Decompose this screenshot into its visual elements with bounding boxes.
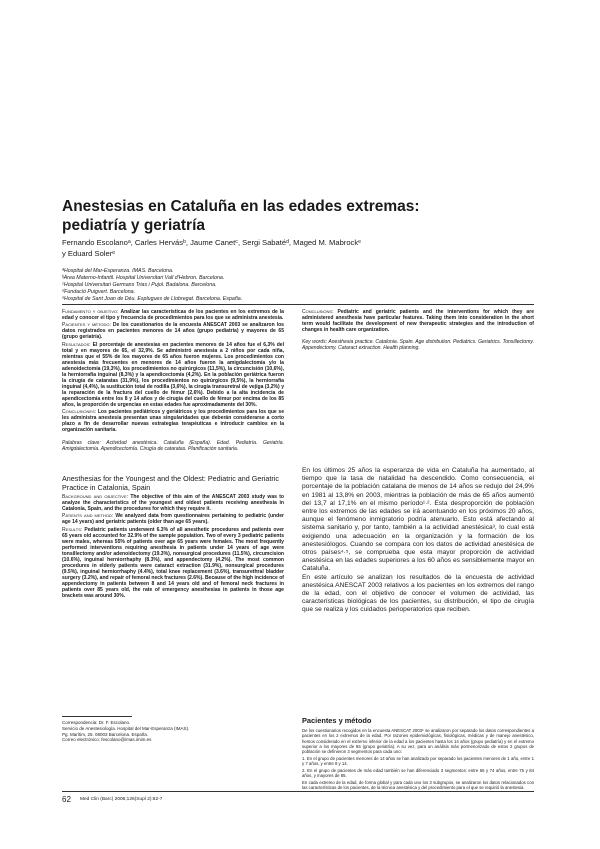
section-heading: Pacientes y método	[302, 716, 372, 725]
text-resultados: El porcentaje de anestesias en pacientes menores de 14 años fue el 6,3% del total y en mayores de 65, el 32,9%. Se administró anestesia a 2 niños por cada niña, mientras que el 55% de los mayores de 65 años fueron mujeres. Los procedimientos con anestesia más frecuentes en menores de 14 años fueron la amigdalectomía y/o la adenoidectomía (19,3%), los procedimientos no quirúrgicos (11,5%), la circuncisión (10,6%), la herniorrafia inguinal (8,3%) y la apendicectomía (4,2%). En la población geriátrica fueron la cirugía de cataratas (31,9%), los procedimientos no quirúrgicos (9,5%), la herniorrafia inguinal (4,4%), la sustitución total de rodilla (3,6%), la cirugía transuretral de vejiga (3,2%) y la reparación de la fractura del cuello de fémur (2,6%). Debido a la alta incidencia de apendicectomía entre los 8 y 14 años y de cirugía del cuello de fémur por encima de los 85 años, la proporción de urgencias en estas edades fue aproximadamente del 30%.	[62, 341, 284, 409]
page-number: 62	[62, 795, 71, 804]
intro-paragraph: En este artículo se analizan los resultados de la encuesta de actividad anestésica ANESCAT 2003 relativos a los pacientes en los extremos del rango de la edad, con el objetivo de conocer el volumen de actividad, las características biológicas de los pacientes, su distribución, el tipo de cirugía que se realiza y los cuidados perioperatorios que reciben.	[302, 573, 534, 614]
abstract-english-continued	[302, 309, 534, 352]
affiliation: ᶜHospital Universitari Germans Trias i Pujol. Badalona. Barcelona.	[62, 282, 217, 288]
text-pacientes-metodo: De los cuestionarios de la encuesta ANESCAT 2003 se analizaron los datos registrados en pacientes menores de 14 años (grupo pediatría) y mayores de 65 (grupo geriatría).	[62, 322, 284, 341]
text-conclusiones: Los pacientes pediátricos y geriátricos y los procedimientos para los que se les administra anestesia presentan unas singularidades que deberán considerarse a corto plazo a fin de desarrollar nuevas estrategias terapéuticas e introducir cambios en la organización sanitaria.	[62, 409, 284, 434]
methods-paragraph: En cada extremo de la edad, de forma global y para cada uno los 3 subgrupos, se analizaron los datos relacionados con las características de los pacientes, de la técnica anestésica y del procedimiento para el que se requirió la anestesia.	[302, 779, 534, 791]
label-conclusions: Conclusions:	[302, 309, 334, 315]
keywords-spanish: Palabras clave: Actividad anestésica. Cataluña (España). Edad. Pediatría. Geriatría. Amigdalectomía. Apendicectomía. Cirugía de cataratas. Planificación sanitaria.	[62, 439, 284, 452]
label-patients-method: Patients and method:	[62, 513, 114, 520]
title-line-1: Anestesias en Cataluña en las edades extremas:	[62, 198, 420, 215]
correspondence-line: Correspondencia: Dr. F. Escolano.	[62, 720, 131, 725]
label-conclusiones: Conclusiones:	[62, 409, 97, 416]
journal-reference: Med Clin (Barc) 2006;126(Supl 2):62-7	[80, 797, 163, 802]
title-line-2: pediatría y geriatría	[62, 217, 206, 234]
affiliation: ªHospital del Mar-Esperanza. IMAS. Barcelona.	[62, 268, 174, 274]
affiliation: ᵉHospital de Sant Joan de Déu. Esplugues de Llobregat. Barcelona. España.	[62, 296, 243, 302]
text-patients-method: We analyzed data from questionnaires pertaining to pediatric (under age 14 years) and geriatric patients (older than age 65 years).	[62, 513, 284, 526]
methods-paragraph: De los cuestionarios recogidos en la encuesta ANESCAT 2003⁶ se analizaron por separado los datos correspondientes a pacientes en los 2 extremos de la edad. Por razones epidemiológicas, fisiológicas, médicas y de manejo anestésico, hemos considerado en el extremo inferior de la edad a los pacientes hasta los 14 años (grupo pediatría) y en el extremo superior a los mayores de 65 (grupo geriatría). A su vez, para un análisis más pormenorizado de estos 2 grupos de población se definieron 3 segmentos para cada uno:	[302, 728, 534, 755]
article-title	[62, 197, 502, 235]
correspondence-divider	[62, 716, 132, 717]
abstract-english	[62, 494, 284, 600]
text-background: The objective of this aim of the ANESCAT 2003 study was to analyze the characteristics of the youngest and oldest patients receiving anesthesia in Catalonia, Spain, and the procedures for which they require it.	[62, 494, 284, 513]
correspondence-line: Correo electrónico: fescolano@imas.imim.es	[62, 737, 152, 743]
methods-text	[302, 728, 534, 792]
correspondence	[62, 720, 284, 743]
footer-divider	[62, 791, 534, 792]
label-fundamento: Fundamento y objetivo:	[62, 309, 119, 315]
header-divider	[62, 304, 534, 305]
methods-paragraph: 1. En el grupo de pacientes menores de 14 años se han analizado por separado los pacientes menores de 1 año, entre 1 y 7 años, y entre 8 y 14.	[302, 755, 534, 767]
correspondence-line: Pg. Marítim, 25. 08003 Barcelona. España.	[62, 731, 149, 737]
english-title: Anesthesias for the Youngest and the Oldest: Pediatric and Geriatric Practice in Catalonia, Spain	[62, 474, 279, 492]
authors-line-1: Fernando Escolanoᵃ, Carles Hervásᵇ, Jaume Canetᶜ, Sergi Sabatéᵈ, Maged M. Mabrockᵉ	[62, 238, 361, 247]
label-resultados: Resultados:	[62, 341, 91, 348]
text-fundamento: Analizar las características de los pacientes en los extremos de la edad y conocer el tipo y frecuencia de procedimientos para los que se administra anestesia.	[62, 309, 284, 322]
label-pacientes-metodo: Pacientes y método:	[62, 322, 111, 329]
intro-paragraph: En los últimos 25 años la esperanza de vida en Cataluña ha aumentado, al tiempo que la tasa de natalidad ha descendido. Como consecuencia, el porcentaje de la población catalana de menos de 14 años se redujo del 24,9% en 1981 al 13,8% en 2003, mientras la población de más de 65 años aumentó del 13,7 al 17,1% en el mismo período¹·². Esta desproporción de población entre los extremos de las edades se irá acentuando en los próximos 20 años, aunque el fenómeno inmigratorio podría atenuarlo. Esto está afectando al sistema sanitario y, por tanto, también a la actividad anestésica³, lo cual está exigiendo una adecuación en la organización y la formación de los anestesiólogos. Cuando se compara con los datos de actividad anestésica de otros países⁴·⁵, se comprueba que esta mayor proporción de actividad anestésica en las edades superiores a los 60 años es sensiblemente mayor en Cataluña.	[302, 467, 534, 573]
label-background: Background and objective:	[62, 494, 129, 500]
author-list	[62, 238, 502, 259]
keywords-english: Key words: Anesthesia practice. Catalonia. Spain. Age distribution. Pediatrics. Geriatrics. Tonsillectomy. Appendectomy. Cataract extraction. Health planning.	[302, 339, 534, 352]
authors-line-2: y Eduard Solerᵉ	[62, 248, 116, 258]
methods-paragraph: 2. En el grupo de pacientes de más edad también se han diferenciado 3 segmentos: entre 65 y 74 años, entre 75 y 84 años, y mayores de 85.	[302, 767, 534, 779]
text-conclusions: Pediatric and geriatric patients and the interventions for which they are administered anesthesia have particular features. Taking them into consideration in the short term would facilitate the development of new therapeutic strategies and the introduction of changes in health care organization.	[302, 309, 535, 334]
affiliation: ᵇÀrea Materno-Infantil. Hospital Universitari Vall d'Hebron. Barcelona.	[62, 275, 225, 281]
abstract-spanish	[62, 309, 284, 453]
label-results: Results:	[62, 526, 83, 533]
text-results: Pediatric patients underwent 6.3% of all anesthetic procedures and patients over 65 years old accounted for 32.9% of the sample population. Two of every 3 pediatric patients were males, whereas 55% of patients over age 65 years were females. The most frequently performed interventions requiring anesthesia in patients under 14 years of age were tonsillectomy and/or adenoidectomy (19.3%), nonsurgical procedures (11.5%), circumcision (10.6%), inguinal herniorrhaphy (8.3%), and appendectomy (4.2%). The most common procedures in elderly patients were cataract extraction (31.9%), nonsurgical procedures (9.5%), inguinal herniorrhaphy (4.4%), total knee replacement (3.6%), transurethral bladder surgery (3.2%), and repair of femoral neck fractures (2.6%). Because of the high incidence of appendectomy in patients between 8 and 14 years old and of femoral neck fractures in patients over 85 years old, the rate of emergency anesthesias in patients in those age brackets was around 30%.	[62, 526, 284, 600]
affiliation: ᵈFundació Puigvert. Barcelona.	[62, 289, 136, 295]
introduction	[302, 467, 534, 615]
affiliations	[62, 268, 502, 303]
correspondence-line: Servicio de Anestesiología. Hospital del Mar-Esperanza (IMAS).	[62, 725, 190, 731]
